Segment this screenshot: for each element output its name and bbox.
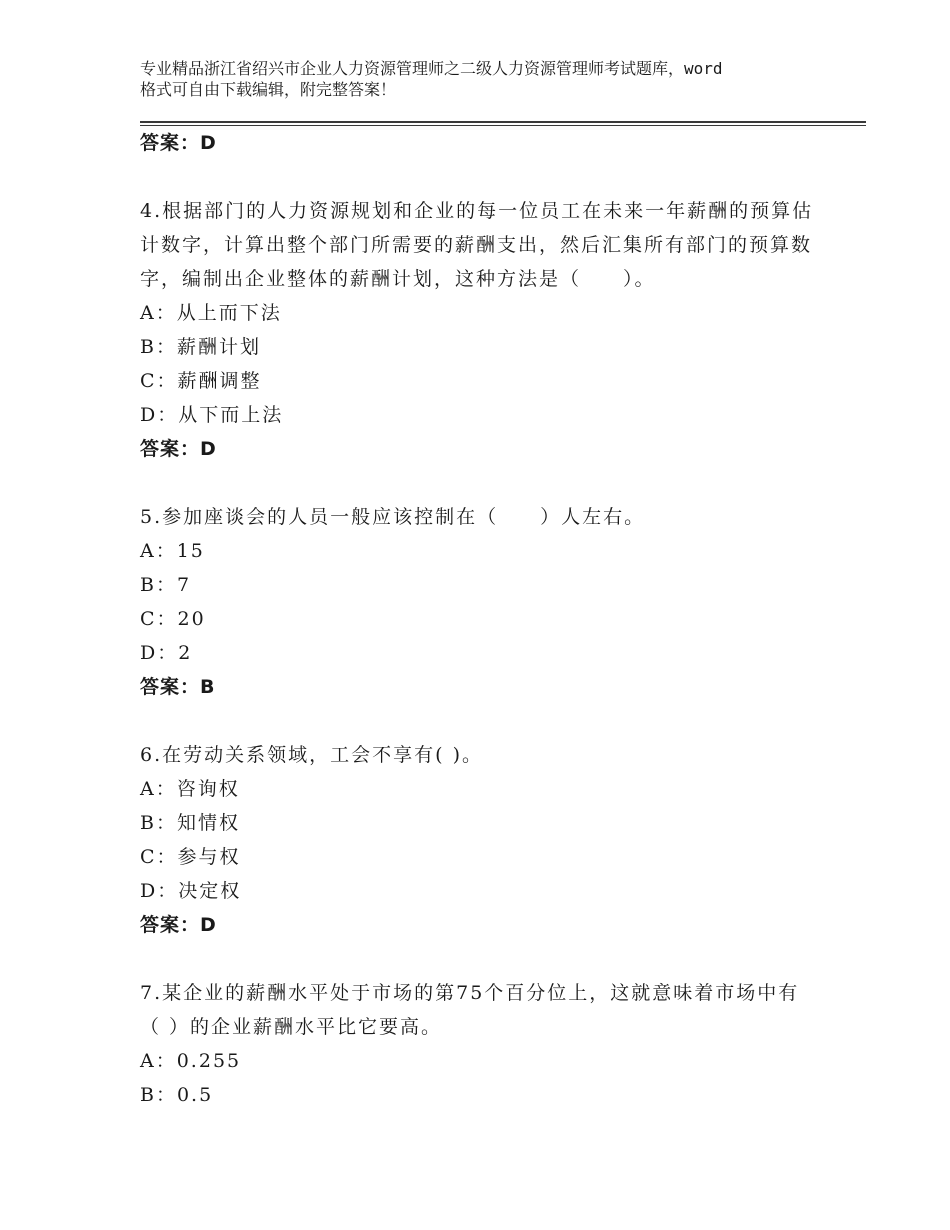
option-b: B：0.5: [140, 1084, 214, 1106]
option-c: C：参与权: [140, 846, 241, 868]
option-a: A：15: [140, 540, 205, 562]
question-stem: 5.参加座谈会的人员一般应该控制在（ ）人左右。: [140, 506, 646, 528]
question-list: [140, 126, 820, 1112]
answer-previous: 答案：D: [140, 132, 217, 154]
option-b: B：7: [140, 574, 192, 596]
option-a: A：从上而下法: [140, 302, 282, 324]
question-4: [140, 194, 820, 466]
answer: 答案：D: [140, 438, 217, 460]
option-a: A：咨询权: [140, 778, 240, 800]
spacer: [140, 160, 820, 194]
spacer: [140, 704, 820, 738]
question-stem: 4.根据部门的人力资源规划和企业的每一位员工在未来一年薪酬的预算估计数字，计算出整个部门所需要的薪酬支出，然后汇集所有部门的预算数字，编制出企业整体的薪酬计划，这种方法是（ ）。: [140, 200, 814, 290]
option-d: D：2: [140, 642, 193, 664]
question-5: [140, 500, 820, 704]
header-line-2: 格式可自由下载编辑，附完整答案！: [140, 80, 397, 99]
question-6: [140, 738, 820, 942]
spacer: [140, 942, 820, 976]
option-c: C：薪酬调整: [140, 370, 262, 392]
header-line-1: 专业精品浙江省绍兴市企业人力资源管理师之二级人力资源管理师考试题库，word: [140, 59, 723, 78]
answer: 答案：D: [140, 914, 217, 936]
option-b: B：知情权: [140, 812, 240, 834]
option-d: D：从下而上法: [140, 404, 284, 426]
spacer: [140, 466, 820, 500]
question-stem: 7.某企业的薪酬水平处于市场的第75个百分位上，这就意味着市场中有（ ）的企业薪酬水平比它要高。: [140, 982, 800, 1038]
option-c: C：20: [140, 608, 206, 630]
question-7: [140, 976, 820, 1112]
option-d: D：决定权: [140, 880, 242, 902]
page-header: [140, 58, 840, 100]
option-b: B：薪酬计划: [140, 336, 261, 358]
question-stem: 6.在劳动关系领域，工会不享有( )。: [140, 744, 483, 766]
option-a: A：0.255: [140, 1050, 242, 1072]
answer: 答案：B: [140, 676, 216, 698]
